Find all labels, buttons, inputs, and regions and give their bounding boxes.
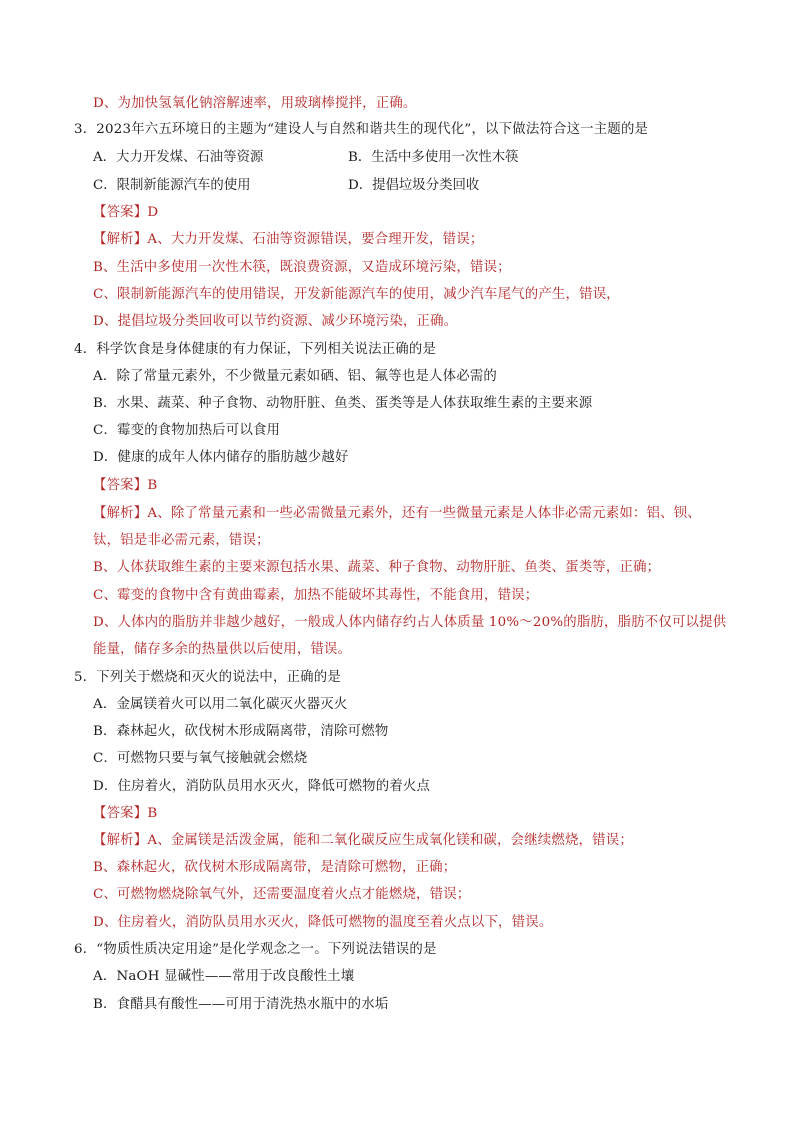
- q6-option-b: B．食醋具有酸性——可用于清洗热水瓶中的水垢: [93, 997, 389, 1012]
- q6-stem: 6．“物质性质决定用途”是化学观念之一。下列说法错误的是: [74, 942, 437, 957]
- q3-option-a: A．大力开发煤、石油等资源: [93, 150, 264, 165]
- q3-option-d: D．提倡垃圾分类回收: [348, 178, 480, 193]
- analysis-text: A、大力开发煤、石油等资源错误，要合理开发，错误；: [147, 232, 484, 247]
- q4-option-c: C．霉变的食物加热后可以食用: [93, 423, 281, 438]
- q5-option-d: D．住房着火，消防队员用水灭火，降低可燃物的着火点: [93, 779, 431, 794]
- q3-option-b: B．生活中多使用一次性木筷: [348, 150, 519, 165]
- q5-option-a: A．金属镁着火可以用二氧化碳灭火器灭火: [93, 697, 348, 712]
- q4-option-b: B．水果、蔬菜、种子食物、动物肝脏、鱼类、蛋类等是人体获取维生素的主要来源: [93, 396, 593, 411]
- q2-analysis-d: D、为加快氢氧化钠溶解速率，用玻璃棒搅拌，正确。: [93, 96, 417, 111]
- q5-answer: [93, 804, 157, 824]
- analysis-tag: 【解析】: [93, 833, 148, 848]
- q4-analysis-d-cont: 能量，储存多余的热量供以后使用，错误。: [93, 642, 352, 657]
- analysis-text: A、金属镁是活泼金属，能和二氧化碳反应生成氧化镁和碳，会继续燃烧，错误；: [147, 833, 633, 848]
- answer-tag: 【答案】: [93, 205, 148, 220]
- q3-analysis-c: C、限制新能源汽车的使用错误，开发新能源汽车的使用，减少汽车尾气的产生，错误，: [93, 287, 620, 302]
- answer-value: B: [147, 806, 158, 821]
- q3-stem: 3．2023年六五环境日的主题为“建设人与自然和谐共生的现代化”，以下做法符合这一主题的是: [74, 122, 649, 137]
- q4-answer: [93, 476, 157, 496]
- q4-option-a: A．除了常量元素外，不少微量元素如硒、铝、氟等也是人体必需的: [93, 369, 497, 384]
- analysis-tag: 【解析】: [93, 506, 148, 521]
- q4-analysis-c: C、霉变的食物中含有黄曲霉素，加热不能破坏其毒性，不能食用，错误；: [93, 588, 539, 603]
- q5-analysis-c: C、可燃物燃烧除氧气外，还需要温度着火点才能燃烧，错误；: [93, 887, 471, 902]
- answer-tag: 【答案】: [93, 478, 148, 493]
- q3-analysis-a: [93, 230, 483, 250]
- q4-analysis-d: D、人体内的脂肪并非越少越好，一般成人体内储存约占人体质量 10%～20%的脂肪，脂肪不仅可以提供: [93, 615, 727, 630]
- q3-answer: [93, 203, 158, 223]
- q3-analysis-d: D、提倡垃圾分类回收可以节约资源、减少环境污染，正确。: [93, 314, 458, 329]
- q4-option-d: D．健康的成年人体内储存的脂肪越少越好: [93, 450, 349, 465]
- q4-analysis-a: [93, 504, 701, 524]
- q3-analysis-b: B、生活中多使用一次性木筷，既浪费资源，又造成环境污染，错误；: [93, 260, 511, 275]
- q5-option-c: C．可燃物只要与氧气接触就会燃烧: [93, 751, 308, 766]
- analysis-text: A、除了常量元素和一些必需微量元素外，还有一些微量元素是人体非必需元素如：铝、钡、: [147, 506, 701, 521]
- q3-option-c: C．限制新能源汽车的使用: [93, 178, 251, 193]
- q5-option-b: B．森林起火，砍伐树木形成隔离带，清除可燃物: [93, 724, 389, 739]
- q5-stem: 5．下列关于燃烧和灭火的说法中，正确的是: [74, 670, 341, 685]
- q6-option-a: A．NaOH 显碱性——常用于改良酸性土壤: [93, 969, 355, 984]
- q4-analysis-a-cont: 钛，铝是非必需元素，错误；: [93, 533, 270, 548]
- answer-value: B: [147, 478, 158, 493]
- answer-tag: 【答案】: [93, 806, 148, 821]
- analysis-tag: 【解析】: [93, 232, 148, 247]
- q4-stem: 4．科学饮食是身体健康的有力保证，下列相关说法正确的是: [74, 342, 437, 357]
- q5-analysis-a: [93, 831, 633, 851]
- q4-analysis-b: B、人体获取维生素的主要来源包括水果、蔬菜、种子食物、动物肝脏、鱼类、蛋类等，正确；: [93, 560, 661, 575]
- q5-analysis-b: B、森林起火，砍伐树木形成隔离带，是清除可燃物，正确；: [93, 860, 457, 875]
- q5-analysis-d: D、住房着火，消防队员用水灭火，降低可燃物的温度至着火点以下，错误。: [93, 915, 553, 930]
- answer-value: D: [147, 205, 159, 220]
